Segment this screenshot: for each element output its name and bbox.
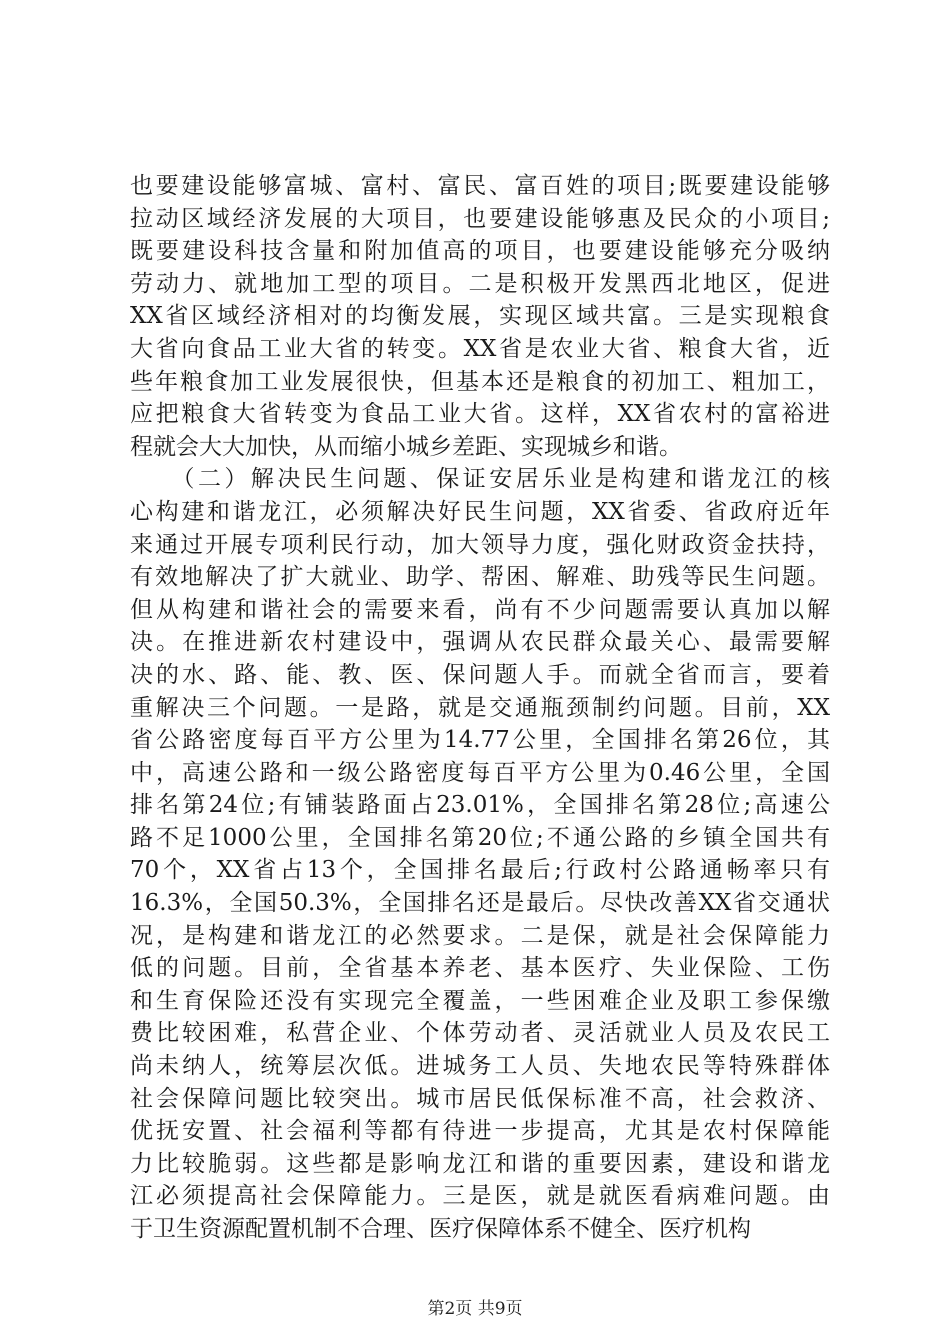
text-line: 也要建设能够富城、富村、富民、富百姓的项目;既要建设能够: [130, 173, 830, 199]
text-line: 和生育保险还没有实现完全覆盖，一些困难企业及职工参保缴: [130, 987, 830, 1014]
text-line: 心构建和谐龙江，必须解决好民生问题，XX省委、省政府近年: [130, 498, 830, 525]
text-line: 应把粮食大省转变为食品工业大省。这样，XX省农村的富裕进: [130, 401, 830, 428]
text-line: 来通过开展专项利民行动，加大领导力度，强化财政资金扶持，: [130, 531, 830, 558]
text-line: 决的水、路、能、教、医、保问题人手。而就全省而言，要着: [130, 661, 830, 688]
text-line: 优抚安置、社会福利等都有待进一步提高，尤其是农村保障能: [130, 1118, 830, 1145]
text-line: XX省区域经济相对的均衡发展，实现区域共富。三是实现粮食: [130, 303, 830, 330]
text-line: 决。在推进新农村建设中，强调从农民群众最关心、最需要解: [130, 629, 830, 656]
text-line: 重解决三个问题。一是路，就是交通瓶颈制约问题。目前，XX: [130, 694, 830, 721]
text-line: 况，是构建和谐龙江的必然要求。二是保，就是社会保障能力: [130, 922, 830, 949]
text-line: 省公路密度每百平方公里为14.77公里，全国排名第26位，其: [130, 727, 830, 754]
text-line: 程就会大大加快，从而缩小城乡差距、实现城乡和谐。: [130, 433, 682, 460]
text-line: 社会保障问题比较突出。城市居民低保标准不高，社会救济、: [130, 1085, 830, 1112]
text-line: 于卫生资源配置机制不合理、医疗保障体系不健全、医疗机构: [130, 1216, 751, 1242]
text-line: 些年粮食加工业发展很快，但基本还是粮食的初加工、粗加工，: [130, 368, 830, 395]
text-line: （二）解决民生问题、保证安居乐业是构建和谐龙江的核: [130, 466, 830, 493]
page-footer: [0, 1294, 950, 1319]
text-line: 有效地解决了扩大就业、助学、帮困、解难、助残等民生问题。: [130, 564, 830, 591]
text-line: 低的问题。目前，全省基本养老、基本医疗、失业保险、工伤: [130, 955, 830, 982]
text-line: 费比较困难，私营企业、个体劳动者、灵活就业人员及农民工: [130, 1020, 830, 1047]
page-number-indicator: 第2页 共9页: [427, 1299, 523, 1319]
text-line: 路不足1000公里，全国排名第20位;不通公路的乡镇全国共有: [130, 824, 830, 851]
text-line: 排名第24位;有铺装路面占23.01%，全国排名第28位;高速公: [130, 792, 830, 819]
text-line: 既要建设科技含量和附加值高的项目，也要建设能够充分吸纳: [130, 238, 830, 265]
text-line: 16.3%，全国50.3%，全国排名还是最后。尽快改善XX省交通状: [130, 890, 830, 917]
text-line: 力比较脆弱。这些都是影响龙江和谐的重要因素，建设和谐龙: [130, 1150, 830, 1177]
text-line: 但从构建和谐社会的需要来看，尚有不少问题需要认真加以解: [130, 596, 830, 623]
body-text: [130, 170, 830, 1246]
text-line: 劳动力、就地加工型的项目。二是积极开发黑西北地区，促进: [130, 270, 830, 297]
text-line: 中，高速公路和一级公路密度每百平方公里为0.46公里，全国: [130, 759, 830, 786]
text-line: 70个，XX省占13个，全国排名最后;行政村公路通畅率只有: [130, 857, 830, 884]
text-line: 大省向食品工业大省的转变。XX省是农业大省、粮食大省，近: [130, 335, 830, 362]
text-line: 拉动区域经济发展的大项目，也要建设能够惠及民众的小项目;: [130, 205, 830, 232]
text-line: 尚未纳人，统筹层次低。进城务工人员、失地农民等特殊群体: [130, 1053, 830, 1080]
text-line: 江必须提高社会保障能力。三是医，就是就医看病难问题。由: [130, 1183, 830, 1210]
